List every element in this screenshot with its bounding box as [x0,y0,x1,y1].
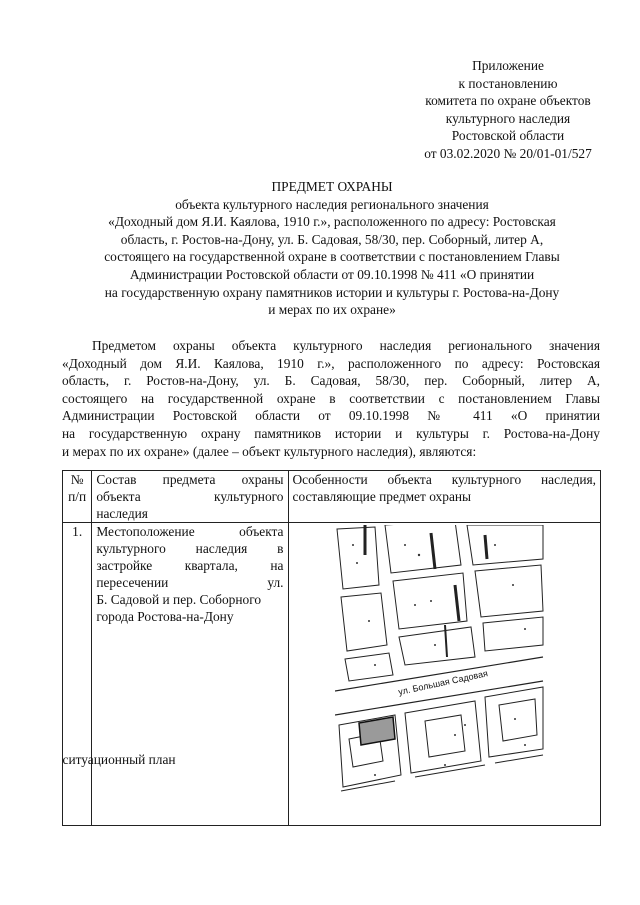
row-composition-line: пересечении ул. [96,575,284,590]
appendix-line: от 03.02.2020 № 20/01-01/527 [424,145,592,161]
header-features-line: Особенности объекта культурного наследия, [292,472,596,487]
row-num-cell [63,523,92,826]
row-composition-line: застройке квартала, на [96,558,284,573]
intro-line: область, г. Ростов-на-Дону, ул. Б. Садовая, 58/30, пер. Соборный, литер А, [62,373,600,389]
row-composition-line: Местоположение объекта [96,524,284,539]
title-line: объекта культурного наследия регионального значения [175,196,489,212]
map-street-label: ул. Большая Садовая [396,668,489,697]
header-features-cell [288,471,601,523]
intro-line: «Доходный дом Я.И. Каялова, 1910 г.», расположенного по адресу: Ростовская [62,355,600,371]
header-num: № [70,472,84,487]
title-line: Администрации Ростовской области от 09.10.1998 № 411 «О принятии [129,266,535,282]
intro-line: Предметом охраны объекта культурного наследия регионального значения [92,338,600,353]
row-composition-line: Б. Садовой и пер. Соборного [96,592,262,607]
intro-line: состоящего на государственной охране в соответствии с постановлением Главы [62,390,600,406]
header-composition-cell [92,471,288,523]
row-num: 1. [72,524,83,539]
header-num-sub: п/п [68,489,87,504]
situation-plan-map [335,525,545,797]
row-composition-line: города Ростова-на-Дону [96,609,234,624]
intro-line: на государственную охрану памятников истории и культуры г. Ростова-на-Дону [62,425,600,441]
header-features-line: составляющие предмет охраны [292,489,472,504]
header-composition-line: Состав предмета охраны [96,472,284,487]
header-composition-line: объекта культурного [96,489,284,504]
header-composition-line: наследия [96,506,148,521]
row-composition-cell [92,523,288,826]
title-line: состоящего на государственной охране в соответствии с постановлением Главы [104,249,560,265]
appendix-line: к постановлению [458,75,558,91]
appendix-line: комитета по охране объектов [425,93,591,109]
title-line: на государственную охрану памятников истории и культуры г. Ростова-на-Дону [104,284,560,300]
appendix-line: Ростовской области [451,128,565,144]
appendix-line: культурного наследия [445,110,571,126]
document-title [62,178,602,319]
situation-plan-wrap [293,523,597,795]
table-row [63,523,601,826]
intro-line: и мерах по их охране» (далее – объект культурного наследия), являются: [62,443,477,459]
row-composition-line: культурного наследия в [96,541,284,556]
intro-paragraph [62,337,600,460]
protection-table [62,470,601,826]
appendix-line: Приложение [472,58,544,73]
header-num-cell [63,471,92,523]
plan-caption: ситуационный план [62,751,176,767]
title-line: область, г. Ростов-на-Дону, ул. Б. Садовая, 58/30, пер. Соборный, литер А, [120,231,544,247]
title-line: «Доходный дом Я.И. Каялова, 1910 г.», расположенного по адресу: Ростовская [108,214,556,230]
title-line: и мерах по их охране» [268,302,396,318]
title-heading: ПРЕДМЕТ ОХРАНЫ [271,179,393,194]
intro-line: Администрации Ростовской области от 09.10.1998 № 411 «О принятии [62,408,600,424]
table-header-row [63,471,601,523]
appendix-block [398,57,618,163]
